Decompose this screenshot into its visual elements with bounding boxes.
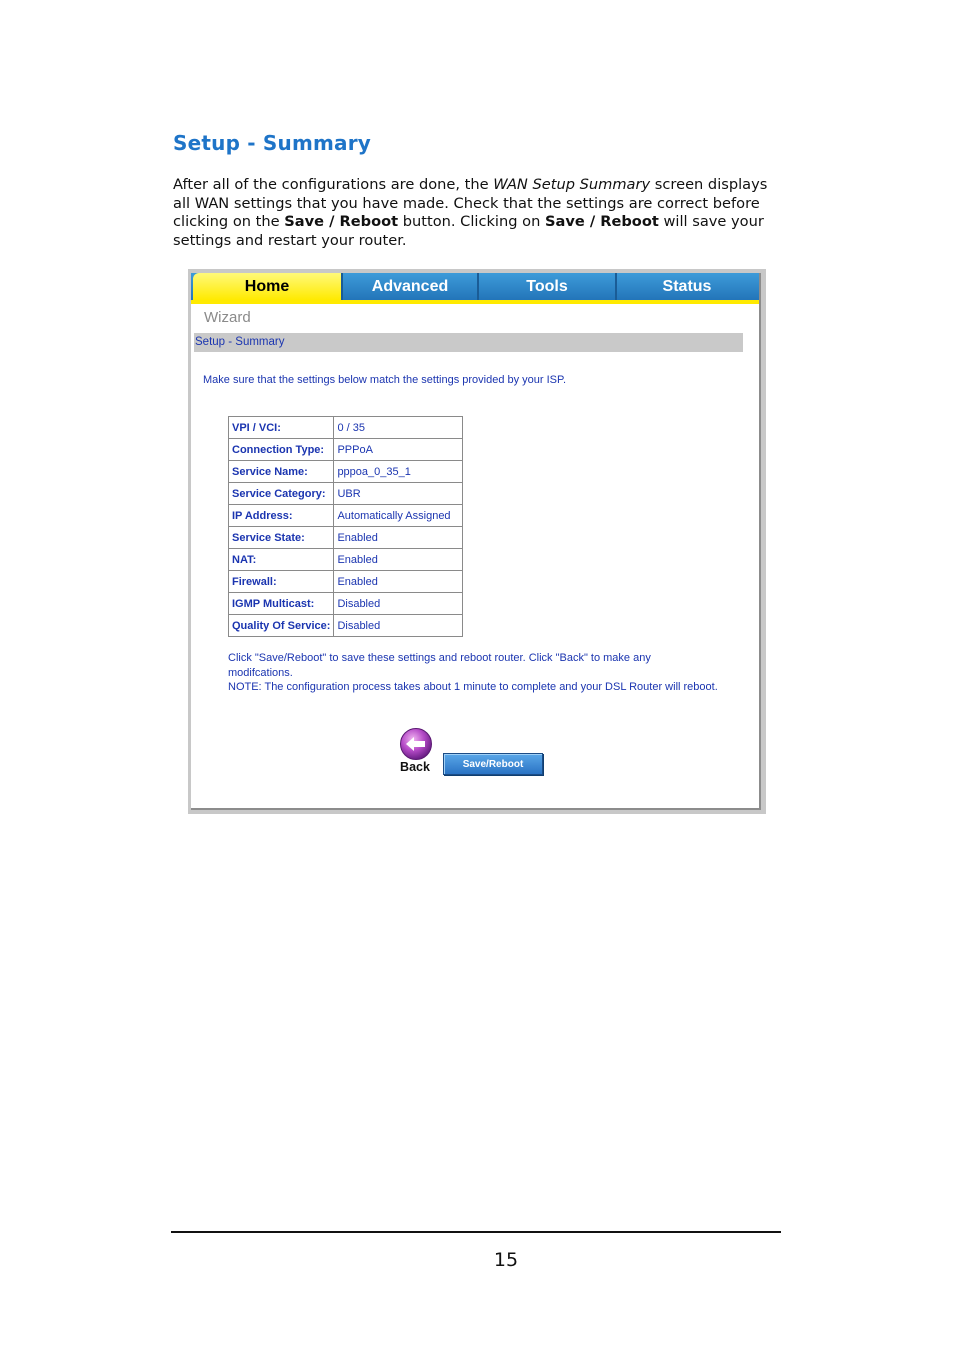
table-row	[229, 461, 463, 483]
nav-tabs	[191, 273, 759, 304]
note-config: NOTE: The configuration process takes about 1 minute to complete and your DSL Router will reboot.	[228, 681, 718, 693]
row-label: IGMP Multicast:	[229, 593, 334, 615]
row-label: NAT:	[229, 549, 334, 571]
back-label: Back	[400, 760, 430, 774]
breadcrumb: Setup - Summary	[194, 333, 743, 352]
intro-text-4: will save your settings and restart your router.	[173, 213, 764, 249]
table-row	[229, 417, 463, 439]
intro-paragraph	[173, 176, 785, 250]
note-click: Click "Save/Reboot" to save these settings and reboot router. Click "Back" to make any modifcations.	[228, 652, 651, 679]
table-row	[229, 483, 463, 505]
tab-underline	[191, 300, 759, 304]
intro-text-2: screen displays all WAN settings that you have made. Check that the settings are correct before clicking on the	[173, 176, 768, 230]
row-label: Service Name:	[229, 461, 334, 483]
table-row	[229, 505, 463, 527]
back-button[interactable]	[397, 727, 433, 774]
row-label: VPI / VCI:	[229, 417, 334, 439]
intro-bold-1: Save / Reboot	[284, 213, 399, 230]
table-row	[229, 615, 463, 637]
row-value: PPPoA	[334, 439, 463, 461]
row-value: Enabled	[334, 527, 463, 549]
table-row	[229, 593, 463, 615]
intro-italic: WAN Setup Summary	[493, 176, 651, 193]
table-row	[229, 549, 463, 571]
row-label: Service State:	[229, 527, 334, 549]
instruction-text: Make sure that the settings below match the settings provided by your ISP.	[203, 374, 566, 386]
row-label: Quality Of Service:	[229, 615, 334, 637]
row-value: Disabled	[334, 593, 463, 615]
intro-text-3: button. Clicking on	[398, 213, 545, 230]
page-number: 15	[493, 1249, 519, 1271]
row-value: pppoa_0_35_1	[334, 461, 463, 483]
back-arrow-icon	[399, 727, 433, 761]
row-label: Firewall:	[229, 571, 334, 593]
row-label: Connection Type:	[229, 439, 334, 461]
row-value: 0 / 35	[334, 417, 463, 439]
footer-divider	[171, 1231, 781, 1233]
tab-home[interactable]: Home	[193, 273, 343, 300]
summary-table	[228, 416, 463, 637]
row-label: Service Category:	[229, 483, 334, 505]
section-heading: Setup - Summary	[173, 131, 372, 155]
tab-status[interactable]: Status	[662, 278, 712, 295]
notes	[228, 651, 718, 695]
row-value: Enabled	[334, 549, 463, 571]
row-value: Automatically Assigned	[334, 505, 463, 527]
table-row	[229, 571, 463, 593]
wizard-label[interactable]: Wizard	[204, 309, 251, 326]
row-value: Enabled	[334, 571, 463, 593]
intro-text-1: After all of the configurations are done, the	[173, 176, 494, 193]
table-row	[229, 527, 463, 549]
row-value: UBR	[334, 483, 463, 505]
tab-advanced[interactable]: Advanced	[343, 273, 479, 300]
tab-tools[interactable]: Tools	[479, 273, 617, 300]
row-value: Disabled	[334, 615, 463, 637]
intro-bold-2: Save / Reboot	[544, 213, 659, 230]
table-row	[229, 439, 463, 461]
save-reboot-button[interactable]: Save/Reboot	[443, 753, 543, 775]
router-panel	[191, 273, 761, 810]
router-screenshot	[188, 269, 766, 814]
row-label: IP Address:	[229, 505, 334, 527]
